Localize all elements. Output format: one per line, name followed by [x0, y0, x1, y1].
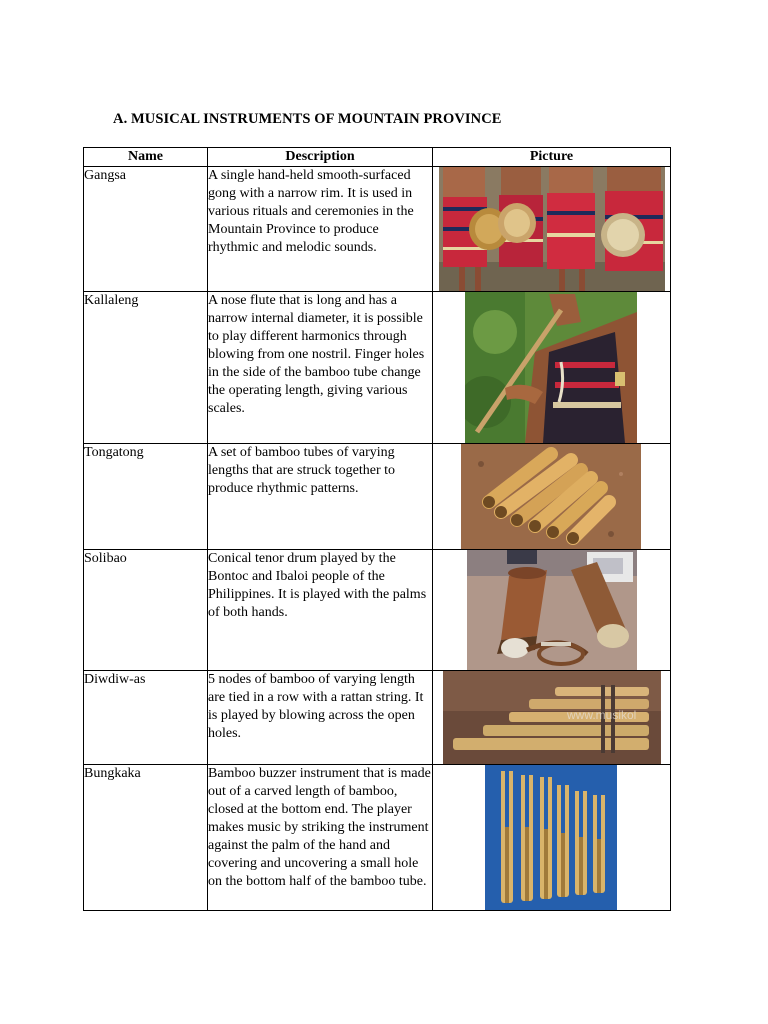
- header-picture: Picture: [433, 148, 671, 167]
- instrument-name: Bungkaka: [84, 765, 208, 911]
- table-row: [84, 550, 671, 671]
- tongatong-photo: [461, 444, 641, 549]
- instrument-description: Conical tenor drum played by the Bontoc and Ibaloi people of the Philippines. It is played with the palms of both hands.: [208, 550, 433, 671]
- instrument-picture-cell: [433, 765, 671, 911]
- header-name: Name: [84, 148, 208, 167]
- instrument-description: A single hand-held smooth-surfaced gong with a narrow rim. It is used in various rituals and ceremonies in the Mountain Province to produce rhythmic and melodic sounds.: [208, 167, 433, 292]
- instrument-picture-cell: [433, 444, 671, 550]
- instrument-description: A set of bamboo tubes of varying lengths that are struck together to produce rhythmic patterns.: [208, 444, 433, 550]
- diwdiw-as-photo: [443, 671, 661, 764]
- instrument-picture-cell: [433, 671, 671, 765]
- section-heading: A. MUSICAL INSTRUMENTS OF MOUNTAIN PROVINCE: [113, 111, 502, 127]
- instrument-name: Gangsa: [84, 167, 208, 292]
- watermark-text: www.musikol: [567, 708, 637, 722]
- instrument-name: Diwdiw-as: [84, 671, 208, 765]
- table-row: [84, 167, 671, 292]
- instrument-name: Tongatong: [84, 444, 208, 550]
- table-header-row: [84, 148, 671, 167]
- table-row: [84, 292, 671, 444]
- table-row: [84, 765, 671, 911]
- instrument-name: Solibao: [84, 550, 208, 671]
- table-row: [84, 444, 671, 550]
- gangsa-photo: [439, 167, 665, 291]
- header-description: Description: [208, 148, 433, 167]
- instrument-description: 5 nodes of bamboo of varying length are tied in a row with a rattan string. It is played by blowing across the open holes.: [208, 671, 433, 765]
- instrument-picture-cell: [433, 167, 671, 292]
- instruments-table: [83, 147, 671, 911]
- instrument-picture-cell: [433, 550, 671, 671]
- instrument-picture-cell: [433, 292, 671, 444]
- instrument-description: Bamboo buzzer instrument that is made out of a carved length of bamboo, closed at the bottom end. The player makes music by striking the instrument against the palm of the hand and covering and uncovering a small hole on the bottom half of the bamboo tube.: [208, 765, 433, 911]
- bungkaka-photo: [485, 765, 617, 910]
- instrument-description: A nose flute that is long and has a narrow internal diameter, it is possible to play different harmonics through blowing from one nostril. Finger holes in the side of the bamboo tube change the operating length, giving various scales.: [208, 292, 433, 444]
- instrument-name: Kallaleng: [84, 292, 208, 444]
- table-row: [84, 671, 671, 765]
- kallaleng-photo: [465, 292, 637, 443]
- solibao-photo: [467, 550, 637, 670]
